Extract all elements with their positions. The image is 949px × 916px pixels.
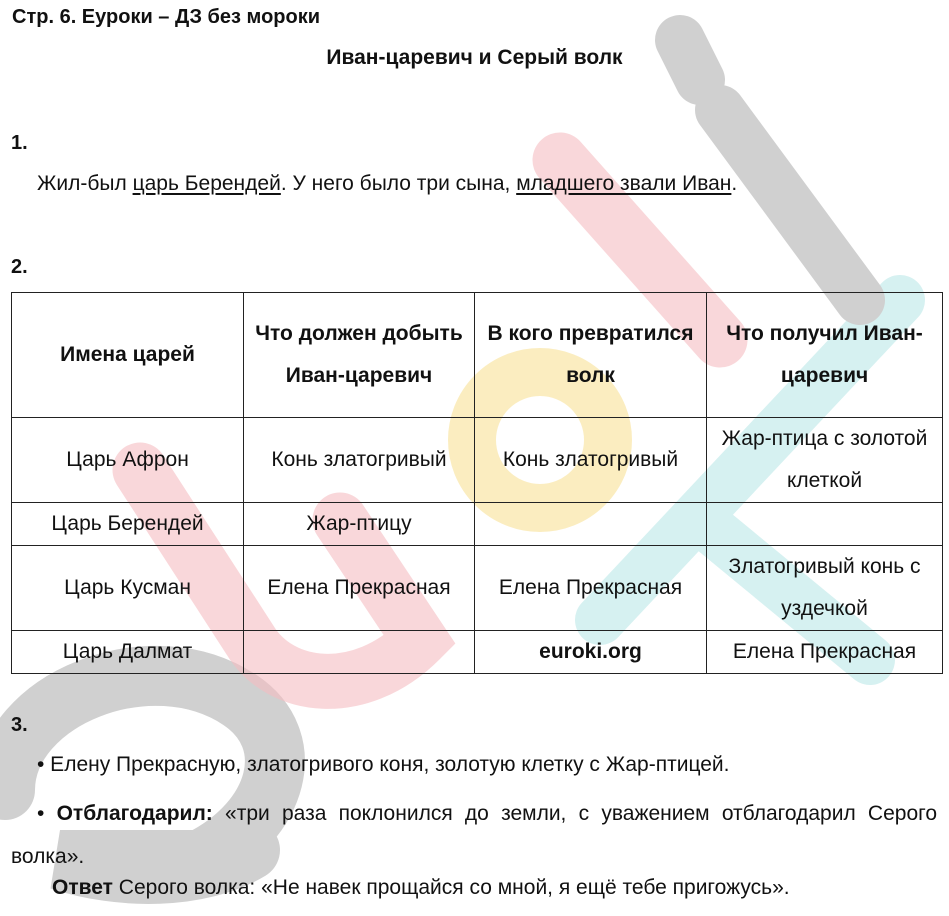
bullet-marker: • — [37, 802, 45, 825]
task-1-underlined-king: царь Берендей — [132, 172, 281, 195]
kings-table — [11, 292, 943, 674]
table-cell: Царь Берендей — [12, 503, 244, 546]
task-1-text-middle: . У него было три сына, — [280, 172, 517, 195]
table-cell — [475, 503, 707, 546]
table-header-row — [12, 293, 943, 418]
page-header: Стр. 6. Еуроки – ДЗ без мороки — [12, 6, 321, 28]
header-what-to-get: Что должен добыть Иван-царевич — [244, 293, 475, 418]
header-what-received: Что получил Иван-царевич — [707, 293, 943, 418]
table-cell: Елена Прекрасная — [707, 631, 943, 674]
header-king-names: Имена царей — [12, 293, 244, 418]
table-cell: euroki.org — [475, 631, 707, 674]
table-row — [12, 418, 943, 503]
table-cell — [707, 503, 943, 546]
task-3-bullet-1: • Елену Прекрасную, златогривого коня, золотую клетку с Жар-птицей. — [37, 753, 730, 776]
table-cell: Царь Далмат — [12, 631, 244, 674]
table-cell: Златогривый конь с уздечкой — [707, 546, 943, 631]
table-cell: Елена Прекрасная — [244, 546, 475, 631]
answer-label: Ответ — [52, 876, 113, 899]
header-wolf-turned-into: В кого превратился волк — [475, 293, 707, 418]
bullet-2-label: Отблагодарил: — [56, 802, 213, 825]
table-row — [12, 503, 943, 546]
task-2-number: 2. — [11, 256, 28, 278]
table-row — [12, 631, 943, 674]
task-1-text-end: . — [731, 172, 738, 195]
page-title: Иван-царевич и Серый волк — [326, 46, 623, 69]
task-1-underlined-ivan: младшего звали Иван — [516, 172, 732, 195]
table-cell: Жар-птица с золотой клеткой — [707, 418, 943, 503]
table-cell: Елена Прекрасная — [475, 546, 707, 631]
bullet-2-text: «три раза поклонился до земли, с уважением отблагодарил Серого волка». — [11, 802, 938, 868]
table-cell: Царь Кусман — [12, 546, 244, 631]
task-1-number: 1. — [11, 132, 28, 154]
table-cell — [244, 631, 475, 674]
table-row — [12, 546, 943, 631]
task-1-text-before: Жил-был — [37, 172, 133, 195]
task-3-number: 3. — [11, 714, 28, 736]
table-cell: Царь Афрон — [12, 418, 244, 503]
table-cell: Конь златогривый — [244, 418, 475, 503]
task-1-text — [37, 172, 737, 196]
task-3-answer — [52, 876, 790, 900]
table-cell: Жар-птицу — [244, 503, 475, 546]
task-3-bullet-2 — [11, 792, 937, 878]
table-cell: Конь златогривый — [475, 418, 707, 503]
answer-text: Серого волка: «Не навек прощайся со мной, я ещё тебе пригожусь». — [118, 876, 790, 899]
